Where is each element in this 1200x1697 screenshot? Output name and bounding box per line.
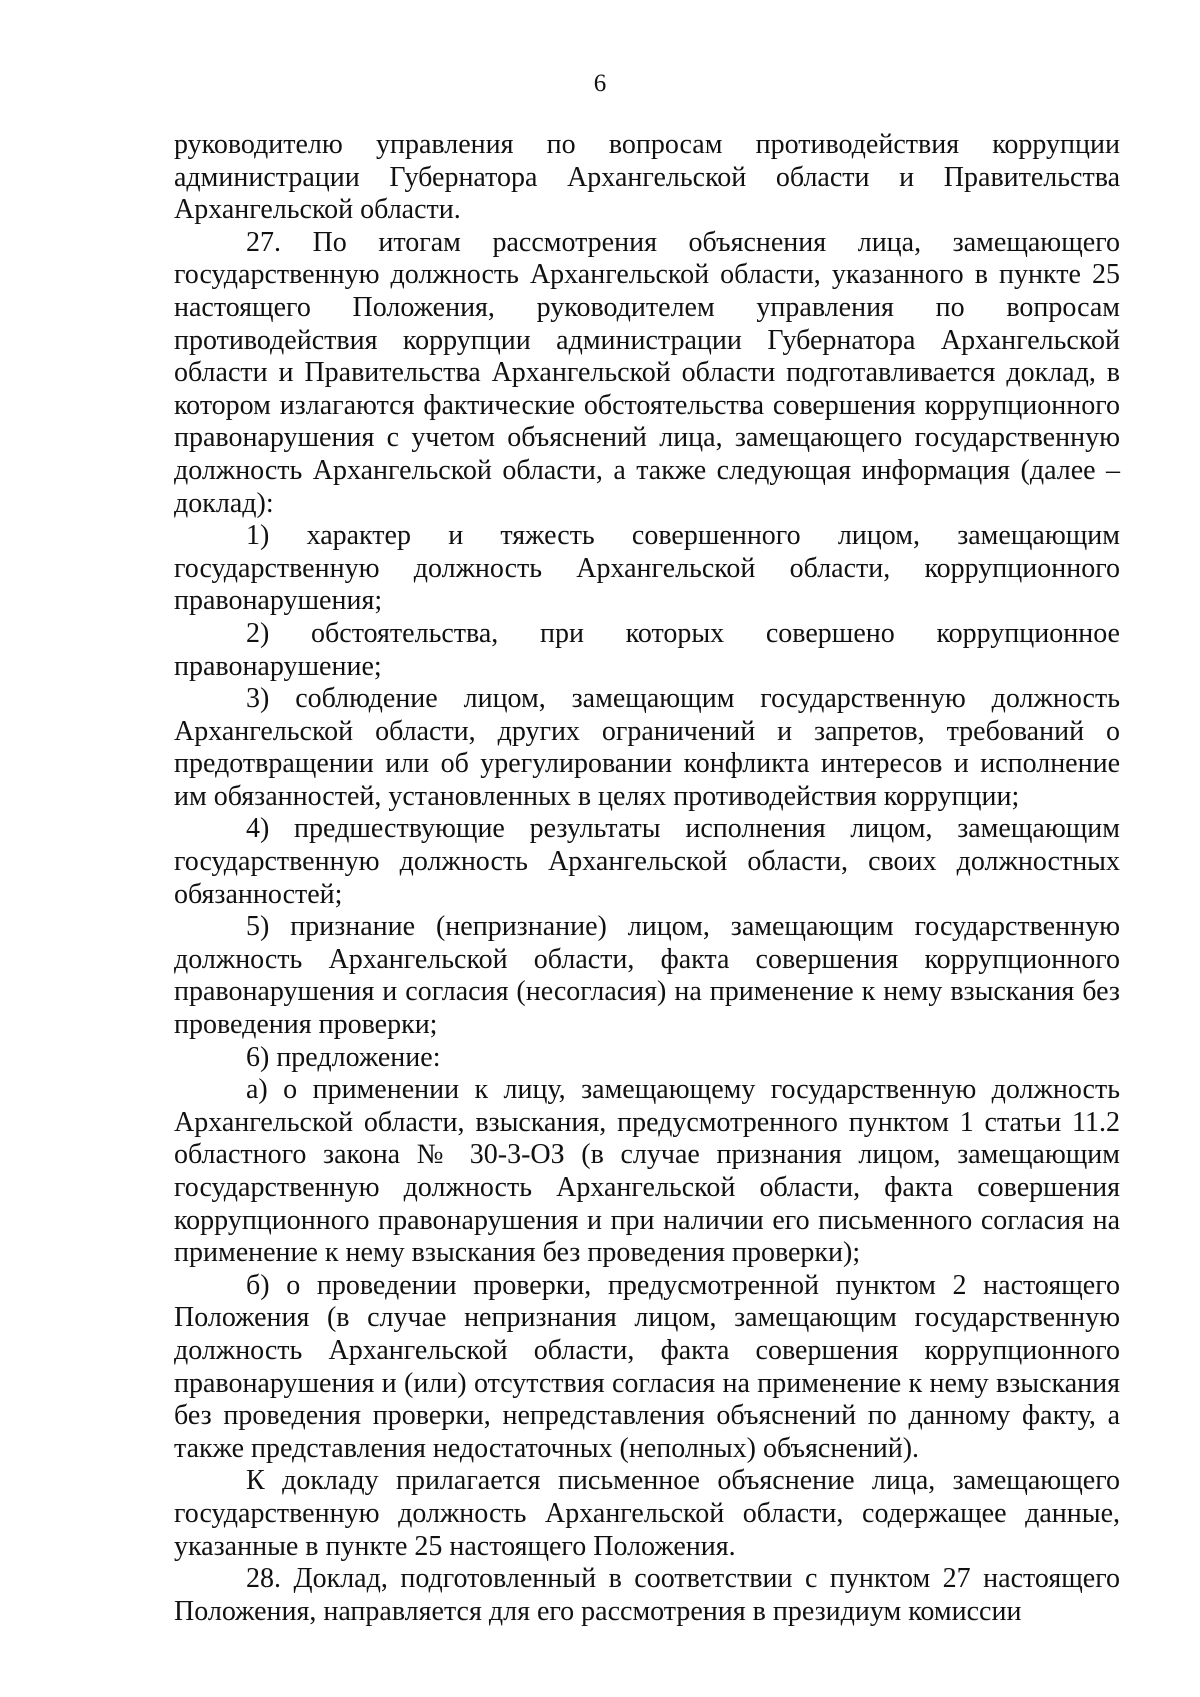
- paragraph-subitem-3: 3) соблюдение лицом, замещающим государственную должность Архангельской области, других ограничений и запретов, требований о предотвращении или об урегулировании конфликта интересов и исполнение им обязанностей, установленных в целях противодействия коррупции;: [174, 683, 1120, 812]
- paragraph-subitem-6b: б) о проведении проверки, предусмотренной пунктом 2 настоящего Положения (в случае непризнания лицом, замещающим государственную должность Архангельской области, факта совершения коррупционного правонарушения и (или) отсутствия согласия на применение к нему взыскания без проведения проверки, непредставления объяснений по данному факту, а также представления недостаточных (неполных) объяснений).: [174, 1269, 1120, 1464]
- paragraph-continuation: руководителю управления по вопросам противодействия коррупции администрации Губернатора Архангельской области и Правительства Архангельской области.: [174, 129, 1120, 226]
- paragraph-attachment-note: К докладу прилагается письменное объяснение лица, замещающего государственную должность Архангельской области, содержащее данные, указанные в пункте 25 настоящего Положения.: [174, 1465, 1120, 1562]
- paragraph-subitem-6: 6) предложение:: [246, 1041, 441, 1073]
- document-body: [174, 129, 1120, 1628]
- paragraph-subitem-4: 4) предшествующие результаты исполнения лицом, замещающим государственную должность Архангельской области, своих должностных обязанностей;: [174, 813, 1120, 910]
- paragraph-item-27: 27. По итогам рассмотрения объяснения лица, замещающего государственную должность Архангельской области, указанного в пункте 25 настоящего Положения, руководителем управления по вопросам противодействия коррупции администрации Губернатора Архангельской области и Правительства Архангельской области подготавливается доклад, в котором излагаются фактические обстоятельства совершения коррупционного правонарушения с учетом объяснений лица, замещающего государственную должность Архангельской области, а также следующая информация (далее – доклад):: [174, 226, 1120, 519]
- paragraph-subitem-6a: а) о применении к лицу, замещающему государственную должность Архангельской области, взыскания, предусмотренного пунктом 1 статьи 11.2 областного закона № 30-3-ОЗ (в случае признания лицом, замещающим государственную должность Архангельской области, факта совершения коррупционного правонарушения и при наличии его письменного согласия на применение к нему взыскания без проведения проверки);: [174, 1074, 1120, 1269]
- paragraph-subitem-5: 5) признание (непризнание) лицом, замещающим государственную должность Архангельской области, факта совершения коррупционного правонарушения и согласия (несогласия) на применение к нему взыскания без проведения проверки;: [174, 911, 1120, 1041]
- page-number: 6: [593, 70, 607, 97]
- paragraph-item-28: 28. Доклад, подготовленный в соответствии с пунктом 27 настоящего Положения, направляется для его рассмотрения в президиум комиссии: [174, 1563, 1120, 1627]
- paragraph-subitem-1: 1) характер и тяжесть совершенного лицом, замещающим государственную должность Архангельской области, коррупционного правонарушения;: [174, 520, 1120, 617]
- paragraph-subitem-2: 2) обстоятельства, при которых совершено коррупционное правонарушение;: [174, 617, 1120, 682]
